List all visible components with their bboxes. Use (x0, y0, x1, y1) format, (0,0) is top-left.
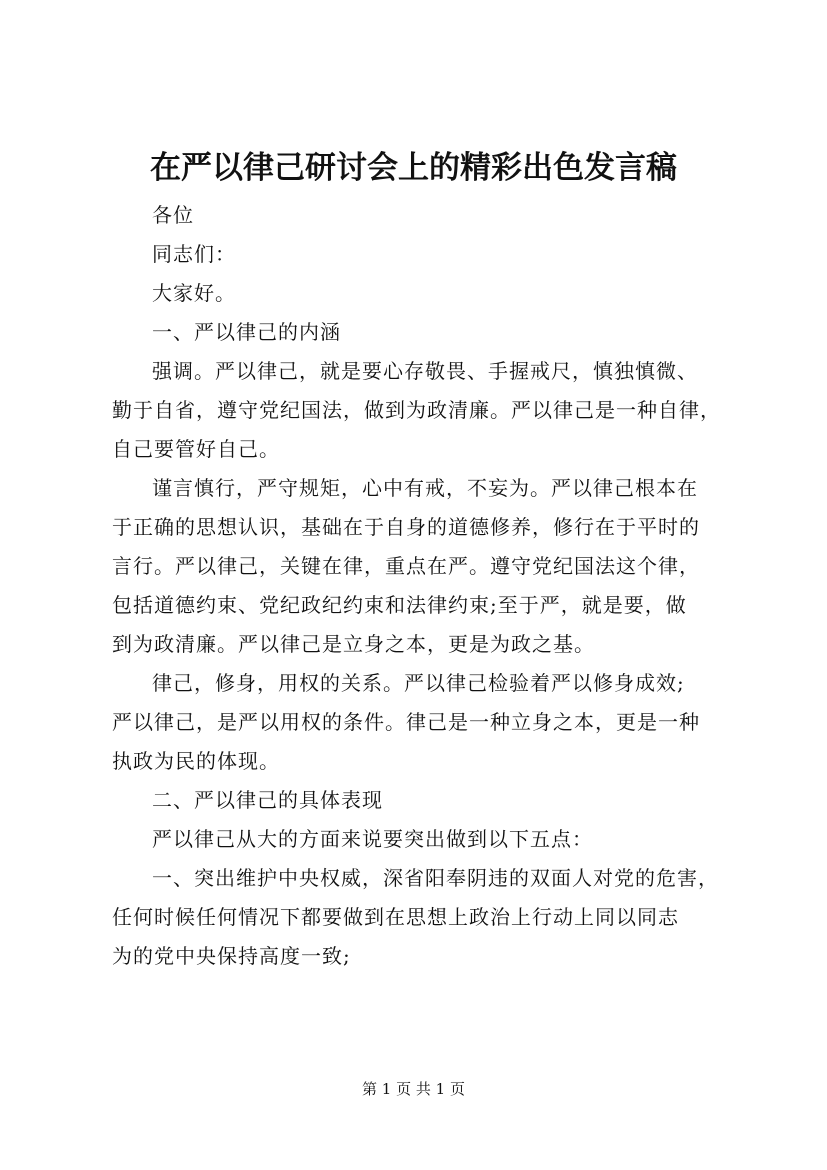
paragraph (112, 469, 740, 664)
paragraph-line: 谨言慎行，严守规矩，心中有戒，不妄为。严以律己根本在 (152, 476, 698, 500)
paragraph (112, 820, 740, 859)
document-title: 在严以律己研讨会上的精彩出色发言稿 (150, 150, 677, 186)
paragraph (112, 274, 740, 313)
paragraph (112, 781, 740, 820)
paragraph-line: 任何时候任何情况下都要做到在思想上政治上行动上同以同志 (112, 905, 679, 929)
paragraph-line: 自己要管好自己。 (112, 437, 280, 461)
paragraph-line: 二、严以律己的具体表现 (152, 788, 383, 812)
paragraph-line: 大家好。 (152, 281, 236, 305)
paragraph-line: 严以律己，是严以用权的条件。律己是一种立身之本，更是一种 (112, 710, 700, 734)
paragraph-line: 于正确的思想认识，基础在于自身的道德修养，修行在于平时的 (112, 515, 700, 539)
paragraph (112, 352, 740, 469)
paragraph (112, 664, 740, 781)
page-footer: 第 1 页 共 1 页 (362, 1080, 465, 1098)
paragraph-line: 一、突出维护中央权威，深省阳奉阴违的双面人对党的危害， (152, 866, 719, 890)
paragraph-line: 言行。严以律己，关键在律，重点在严。遵守党纪国法这个律， (112, 554, 700, 578)
paragraph-line: 律己，修身，用权的关系。严以律己检验着严以修身成效; (152, 671, 685, 695)
paragraph-line: 为的党中央保持高度一致; (112, 944, 351, 968)
paragraph-line: 勤于自省，遵守党纪国法，做到为政清廉。严以律己是一种自律， (112, 398, 721, 422)
document-body (112, 196, 740, 976)
paragraph (112, 859, 740, 976)
paragraph-line: 执政为民的体现。 (112, 749, 280, 773)
paragraph-line: 强调。严以律己，就是要心存敬畏、手握戒尺，慎独慎微、 (152, 359, 698, 383)
paragraph (112, 196, 740, 235)
paragraph-line: 包括道德约束、党纪政纪约束和法律约束;至于严，就是要，做 (112, 593, 687, 617)
paragraph-line: 一、严以律己的内涵 (152, 320, 341, 344)
paragraph (112, 313, 740, 352)
paragraph-line: 同志们： (152, 242, 236, 266)
paragraph-line: 到为政清廉。严以律己是立身之本，更是为政之基。 (112, 632, 595, 656)
paragraph (112, 235, 740, 274)
paragraph-line: 严以律己从大的方面来说要突出做到以下五点： (152, 827, 593, 851)
paragraph-line: 各位 (152, 203, 194, 227)
